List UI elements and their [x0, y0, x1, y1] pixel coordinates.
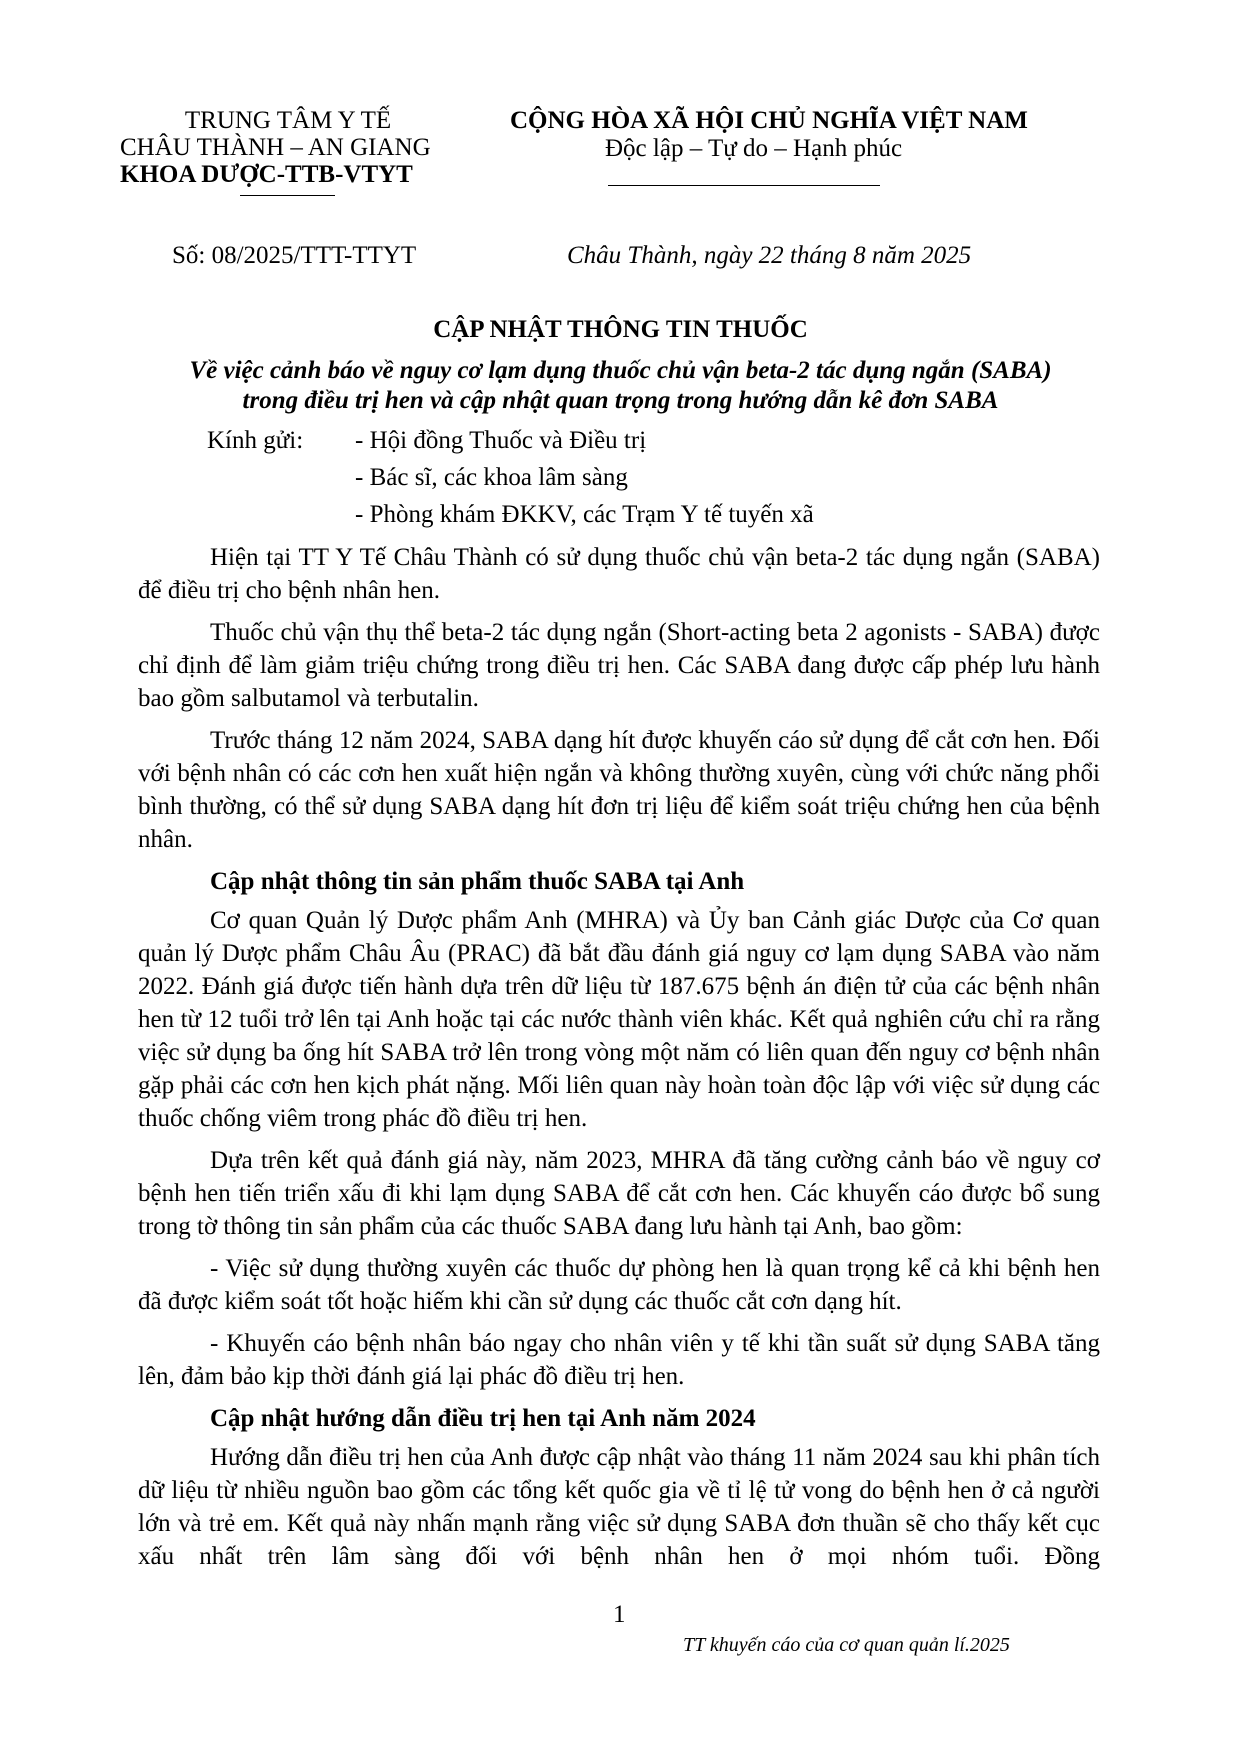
document-body: [138, 541, 1100, 1582]
nation-title: CỘNG HÒA XÃ HỘI CHỦ NGHĨA VIỆT NAM: [510, 107, 1028, 134]
recipients-block: [207, 422, 814, 533]
document-number: Số: 08/2025/TTT-TTYT: [172, 242, 417, 269]
place-date: Châu Thành, ngày 22 tháng 8 năm 2025: [567, 242, 972, 269]
footer-note: TT khuyến cáo của cơ quan quản lí.2025: [683, 1634, 1010, 1656]
page-number: 1: [613, 1601, 626, 1628]
recipients-label: Kính gửi:: [207, 427, 304, 454]
motto-underline: [608, 185, 880, 186]
bullet-item: - Việc sử dụng thường xuyên các thuốc dự phòng hen là quan trọng kể cả khi bệnh hen đã được kiểm soát tốt hoặc hiếm khi cần sử dụng các thuốc cắt cơn dạng hít.: [138, 1255, 1100, 1315]
paragraph: Hướng dẫn điều trị hen của Anh được cập nhật vào tháng 11 năm 2024 sau khi phân tích dữ liệu từ nhiều nguồn bao gồm các tổng kết quốc gia về tỉ lệ tử vong do bệnh hen ở cả người lớn và trẻ em. Kết quả này nhấn mạnh rằng việc sử dụng SABA đơn thuần sẽ cho thấy kết cục xấu nhất trên lâm sàng đối với bệnh nhân hen ở mọi nhóm tuổi. Đồng: [138, 1444, 1100, 1570]
section-heading: Cập nhật thông tin sản phẩm thuốc SABA tại Anh: [210, 868, 745, 895]
bullet-item: - Khuyến cáo bệnh nhân báo ngay cho nhân viên y tế khi tần suất sử dụng SABA tăng lên, đảm bảo kịp thời đánh giá lại phác đồ điều trị hen.: [138, 1330, 1100, 1390]
section-heading: Cập nhật hướng dẫn điều trị hen tại Anh năm 2024: [210, 1405, 756, 1432]
paragraph: Trước tháng 12 năm 2024, SABA dạng hít được khuyến cáo sử dụng để cắt cơn hen. Đối với bệnh nhân có các cơn hen xuất hiện ngắn và không thường xuyên, cùng với chức năng phổi bình thường, có thể sử dụng SABA dạng hít đơn trị liệu để kiểm soát triệu chứng hen của bệnh nhân.: [138, 727, 1100, 853]
motto: Độc lập – Tự do – Hạnh phúc: [605, 135, 903, 162]
org-line-3: KHOA DƯỢC-TTB-VTYT: [120, 161, 413, 188]
org-header: [118, 106, 428, 136]
recipient-item: - Hội đồng Thuốc và Điều trị: [355, 427, 647, 454]
document-subtitle-line-1: Về việc cảnh báo về nguy cơ lạm dụng thuốc chủ vận beta-2 tác dụng ngắn (SABA): [189, 357, 1052, 384]
recipient-item: - Phòng khám ĐKKV, các Trạm Y tế tuyến xã: [355, 501, 814, 528]
recipient-item: - Bác sĩ, các khoa lâm sàng: [355, 464, 628, 491]
paragraph: Dựa trên kết quả đánh giá này, năm 2023, MHRA đã tăng cường cảnh báo về nguy cơ bệnh hen tiến triển xấu đi khi lạm dụng SABA để cắt cơn hen. Các khuyến cáo được bổ sung trong tờ thông tin sản phẩm của các thuốc SABA đang lưu hành tại Anh, bao gồm:: [138, 1147, 1100, 1240]
document-title: CẬP NHẬT THÔNG TIN THUỐC: [433, 316, 808, 343]
org-line-2: CHÂU THÀNH – AN GIANG: [120, 134, 431, 161]
org-line-1: TRUNG TÂM Y TẾ: [184, 107, 392, 134]
document-subtitle-line-2: trong điều trị hen và cập nhật quan trọng trong hướng dẫn kê đơn SABA: [242, 387, 999, 414]
paragraph: Thuốc chủ vận thụ thể beta-2 tác dụng ngắn (Short-acting beta 2 agonists - SABA) được chỉ định để làm giảm triệu chứng trong điều trị hen. Các SABA đang được cấp phép lưu hành bao gồm salbutamol và terbutalin.: [138, 619, 1100, 712]
paragraph: Hiện tại TT Y Tế Châu Thành có sử dụng thuốc chủ vận beta-2 tác dụng ngắn (SABA) để điều trị cho bệnh nhân hen.: [138, 544, 1100, 604]
paragraph: Cơ quan Quản lý Dược phẩm Anh (MHRA) và Ủy ban Cảnh giác Dược của Cơ quan quản lý Dược phẩm Châu Âu (PRAC) đã bắt đầu đánh giá nguy cơ lạm dụng SABA vào năm 2022. Đánh giá được tiến hành dựa trên dữ liệu từ 187.675 bệnh án điện tử của các bệnh nhân hen từ 12 tuổi trở lên tại Anh hoặc tại các nước thành viên khác. Kết quả nghiên cứu chỉ ra rằng việc sử dụng ba ống hít SABA trở lên trong vòng một năm có liên quan đến nguy cơ bệnh nhân gặp phải các cơn hen kịch phát nặng. Mối liên quan này hoàn toàn độc lập với việc sử dụng các thuốc chống viêm trong phác đồ điều trị hen.: [138, 907, 1100, 1132]
org-underline: [240, 195, 335, 196]
